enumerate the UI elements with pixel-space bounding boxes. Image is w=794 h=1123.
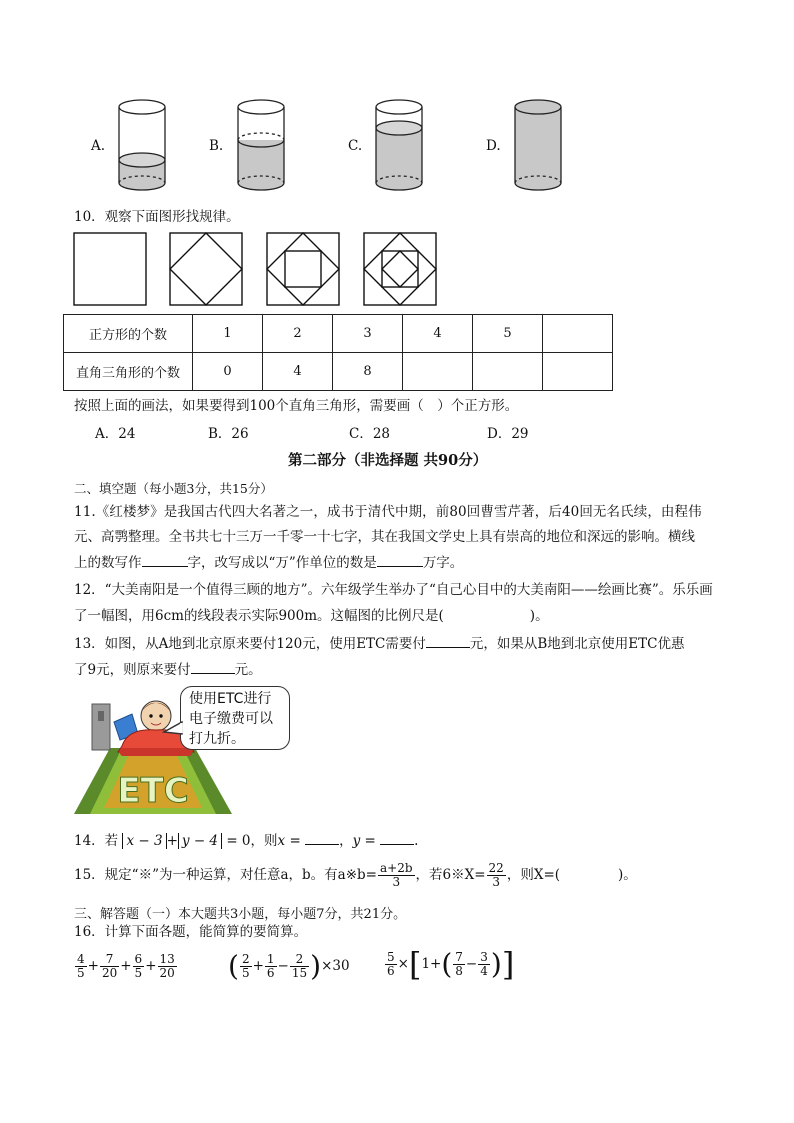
q13-text: 13．如图，从A地到北京原来要付120元，使用ETC需要付 <box>74 636 426 652</box>
table-cell <box>543 353 613 391</box>
table-row-header: 正方形的个数 <box>64 315 193 353</box>
q14-abs-2: y − 4 <box>178 833 222 849</box>
q11-text: 上的数写作 <box>74 555 142 571</box>
q14-text: = <box>285 833 306 849</box>
q13-line2 <box>74 658 262 678</box>
q13-text: 元，如果从B地到北京使用ETC优惠 <box>469 636 685 652</box>
q10-stem: 10．观察下面图形找规律。 <box>74 209 240 225</box>
q11-line1: 11.《红楼梦》是我国古代四大名著之一，成书于清代中期，前80回曹雪芹著，后40回无名氏续，由程伟 <box>74 504 702 520</box>
table-row <box>64 353 613 391</box>
q9-option-a: A. <box>91 138 106 154</box>
q14-var-x: x <box>277 833 286 849</box>
q11-blank-1[interactable] <box>142 553 188 568</box>
q16-expression-3: $\frac{5}{6}$ ×[1+( $\frac{7}{8}$ − $\frac{3}{4}$ )] <box>387 945 515 984</box>
q9-option-c: C. <box>348 138 363 154</box>
bubble-line: 使用ETC进行 <box>189 691 272 707</box>
q9-option-d: D. <box>486 138 501 154</box>
table-cell <box>543 315 613 353</box>
q10-option-a: A．24 <box>95 426 136 442</box>
q13-line1 <box>74 632 685 652</box>
bubble-line: 打九折。 <box>189 731 245 747</box>
q10-option-d: D．29 <box>487 426 529 442</box>
q15-line <box>74 858 637 892</box>
q9-cylinder-figures <box>0 90 794 200</box>
table-row-header: 直角三角形的个数 <box>64 353 193 391</box>
q13-blank-2[interactable] <box>191 660 235 675</box>
q14-text: = <box>360 833 381 849</box>
section2-heading: 二、填空题（每小题3分，共15分） <box>74 481 273 496</box>
bubble-line: 电子缴费可以 <box>189 711 273 727</box>
q10-option-c: C．28 <box>349 426 391 442</box>
q14-blank-y[interactable] <box>380 831 414 846</box>
q14-plus: + <box>166 833 178 849</box>
q15-fraction-1: $\frac{a+2b}{3}$ <box>380 861 413 889</box>
q16-expression-1: $\frac{4}{5}$ + $\frac{7}{20}$ + $\frac{6}{5}$ + $\frac{13}{20}$ <box>77 952 175 980</box>
table-cell <box>473 353 543 391</box>
table-cell: 1 <box>193 315 263 353</box>
q13-text: 元。 <box>234 662 262 678</box>
table-cell: 4 <box>263 353 333 391</box>
q9-option-b: B. <box>209 138 224 154</box>
etc-road-text: ETC <box>117 771 189 811</box>
q14-text: = 0，则 <box>226 833 278 849</box>
etc-speech-bubble <box>180 686 290 750</box>
table-cell: 2 <box>263 315 333 353</box>
bubble-tail <box>162 720 184 738</box>
section3-heading: 三、解答题（一）本大题共3小题，每小题7分，共21分。 <box>74 907 407 922</box>
q10-option-b: B．26 <box>208 426 249 442</box>
table-cell <box>403 353 473 391</box>
q12-line2 <box>74 604 549 624</box>
q12-text: )。 <box>529 608 549 624</box>
table-cell: 8 <box>333 353 403 391</box>
q11-line3 <box>74 551 463 571</box>
part2-title: 第二部分（非选择题 共90分） <box>288 452 488 469</box>
q14-text: 14．若 <box>74 833 119 849</box>
q10-square-pattern-figures <box>0 228 794 310</box>
q16-stem: 16．计算下面各题，能简算的要简算。 <box>74 924 308 940</box>
q15-text: 15．规定“※”为一种运算，对任意a，b。有a※b= <box>74 867 377 883</box>
q13-text: 了9元，则原来要付 <box>74 662 191 678</box>
q15-fraction-2: $\frac{22}{3}$ <box>488 861 504 889</box>
q14-var-y: y <box>352 833 361 849</box>
q14-line <box>74 829 418 849</box>
table-cell: 5 <box>473 315 543 353</box>
q16-expression-2: ( $\frac{2}{5}$ + $\frac{1}{6}$ − $\frac{2}{15}$ )×30 <box>228 949 350 983</box>
q15-text: ，若6※X= <box>415 867 486 883</box>
q15-text: )。 <box>618 867 637 883</box>
q15-text: ，则X=( <box>506 867 561 883</box>
q11-blank-2[interactable] <box>377 553 423 568</box>
q14-text: . <box>414 833 419 849</box>
q10-pattern-table <box>63 314 613 391</box>
q12-text: 了一幅图，用6cm的线段表示实际900m。这幅图的比例尺是( <box>74 608 444 624</box>
table-cell: 3 <box>333 315 403 353</box>
q11-line2: 元、高鹗整理。全书共七十三万一千零一十七字，其在我国文学史上具有崇高的地位和深远的影响。横线 <box>74 529 695 545</box>
table-cell: 4 <box>403 315 473 353</box>
table-cell: 0 <box>193 353 263 391</box>
q11-text: 字，改写成以“万”作单位的数是 <box>187 555 377 571</box>
q14-abs-1: x − 3 <box>122 833 166 849</box>
q12-line1: 12．“大美南阳是一个值得三顾的地方”。六年级学生举办了“自己心目中的大美南阳——绘画比赛”。乐乐画 <box>74 582 713 598</box>
q13-blank-1[interactable] <box>426 634 470 649</box>
table-row <box>64 315 613 353</box>
q14-blank-x[interactable] <box>305 831 339 846</box>
q14-text: ， <box>339 833 353 849</box>
q10-question: 按照上面的画法，如果要得到100个直角三角形，需要画（ ）个正方形。 <box>74 398 519 414</box>
q11-text: 万字。 <box>422 555 464 571</box>
